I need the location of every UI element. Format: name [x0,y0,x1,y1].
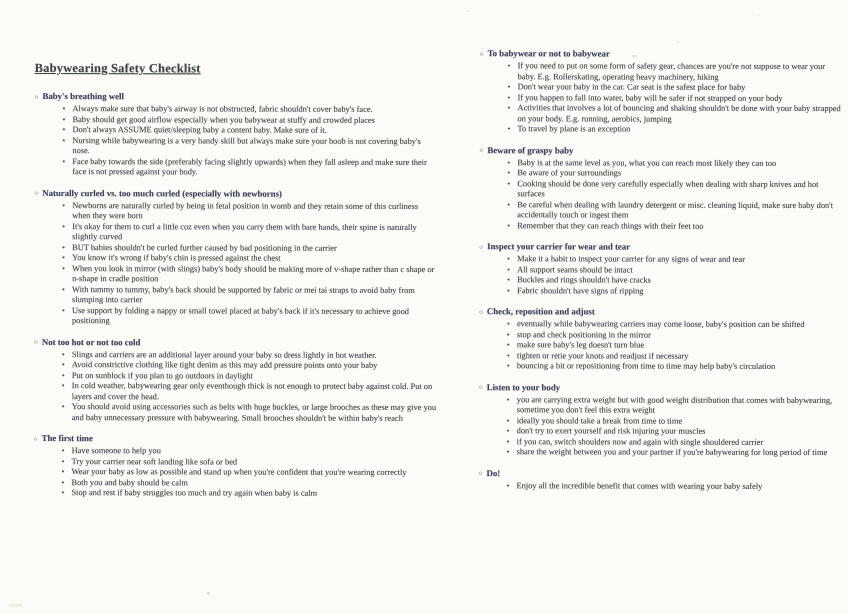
checklist-items [479,395,841,459]
checklist-section [34,187,438,327]
circle-bullet-icon: ○ [478,384,483,392]
checklist-item: • Don't wear your baby in the car. Car seat is the safest place for baby [508,82,842,93]
checklist-item: • Put on sunblock if you plan to go outdoors in daylight [62,371,438,382]
section-heading [480,48,842,61]
checklist-item: • Face baby towards the side (preferably facing slightly upwards) when they fall asleep and make sure their face is not pressed against your body. [62,157,438,179]
checklist-item: • Baby should get good airflow especially when you babywear at stuffy and crowded places [62,115,438,126]
section-heading [34,336,438,349]
checklist-item: • Wear your baby as low as possible and stand up when you're confident that you're wearing correctly [62,467,438,478]
circle-bullet-icon: ○ [33,435,38,443]
checklist-items [479,319,841,372]
circle-bullet-icon: ○ [479,147,484,155]
checklist-item: • if you can, switch shoulders now and again with single shouldered carrier [507,437,841,448]
checklist-item: • share the weight between you and your partner if you're babywearing for long period of time [507,447,841,458]
checklist-section [479,468,841,492]
checklist-item: • All support seams should be intact [507,265,841,276]
checklist-section [479,382,841,459]
checklist-item: • Have someone to help you [62,446,438,457]
section-heading [34,187,438,200]
scan-speck [677,41,680,44]
section-heading [34,433,438,446]
circle-bullet-icon: ○ [479,243,484,251]
left-column [33,59,438,510]
checklist-item: • Be aware of your surroundings [507,168,841,179]
section-heading-text: Inspect your carrier for wear and tear [487,241,631,252]
section-heading [479,241,841,254]
checklist-item: • ideally you should take a break from time to time [507,416,841,427]
section-heading [479,382,841,395]
section-heading-text: Baby's breathing well [42,91,124,102]
checklist-item: • bouncing a bit or repositioning from time to time may help baby's circulation [507,361,841,372]
checklist-section [34,91,438,179]
page-title: Babywearing Safety Checklist [34,60,201,76]
circle-bullet-icon: ○ [479,50,484,58]
checklist-item: • BUT babies shouldn't be curled further caused by bad positioning in the carrier [62,243,438,254]
checklist-item: • Newborns are naturally curled by being in fetal position in womb and they retain some of this curliness when they were born [62,201,438,223]
scan-speck [632,55,638,58]
checklist-items [479,254,841,297]
checklist-item: • eventually while babywearing carriers may come loose, baby's position can be shifted [507,319,841,330]
checklist-item: • Fabric shouldn't have signs of ripping [507,286,841,297]
checklist-section [479,241,841,297]
section-heading-text: To babywear or not to babywear [487,48,610,59]
section-heading-text: Not too hot or not too cold [41,336,141,347]
checklist-item: • Enjoy all the incredible benefit that comes with wearing your baby safely [507,481,841,492]
checklist-section [479,48,841,135]
checklist-item: • Baby is at the same level as you, what you can reach most likely they can too [507,158,841,169]
checklist-items [34,104,438,179]
section-heading-text: Listen to your body [486,381,561,392]
checklist-item: • With tummy to tummy, baby's back should be supported by fabric or mei tai straps to avoid baby from slumping into carrier [62,285,438,307]
circle-bullet-icon: ○ [33,338,38,346]
circle-bullet-icon: ○ [478,470,483,478]
checklist-section [479,145,841,232]
section-heading [479,468,841,481]
checklist-item: • When you look in mirror (with slings) baby's body should be making more of v-shape rather than c shape or n-shape in cradle position [62,264,438,286]
checklist-item: • make sure baby's leg doesn't turn blue [507,340,841,351]
right-column [478,48,841,502]
checklist-item: • You know it's wrong if baby's chin is pressed against the chest [62,253,438,264]
scan-speck [758,14,761,16]
checklist-item: • tighten or retie your knots and readjust if necessary [507,351,841,362]
checklist-items [33,446,437,500]
checklist-item: • you are carrying extra weight but with good weight distribution that comes with babywearing, sometime you don't feel this extra weight [507,395,841,417]
checklist-section [34,336,438,424]
checklist-item: • Avoid constrictive clothing like tight denim as this may add pressure points onto your baby [62,360,438,371]
section-heading-text: Naturally curled vs. too much curled (especially with newborns) [42,187,282,199]
scan-speck [207,592,209,594]
checklist-items [34,349,438,424]
scan-speck [8,604,22,607]
scan-speck [467,10,469,12]
section-heading-text: Do! [486,467,501,478]
checklist-items [479,158,841,232]
checklist-item: • Use support by folding a nappy or small towel placed at baby's back if it's necessary to achieve good positioning [62,306,438,328]
checklist-item: • Remember that they can reach things with their feet too [507,221,841,232]
checklist-item: • Stop and rest if baby struggles too much and try again when baby is calm [61,488,437,499]
checklist-item: • Buckles and rings shouldn't have cracks [507,275,841,286]
checklist-item: • You should avoid using accessories such as belts with huge buckles, or large brooches as these may give you and baby unnecessary pressure with babywearing. Small brooches shouldn't be within baby's reach [62,402,438,424]
checklist-section [33,433,437,500]
checklist-item: • stop and check positioning in the mirror [507,330,841,341]
checklist-section [479,306,841,372]
circle-bullet-icon: ○ [34,189,39,197]
checklist-item: • If you need to put on some form of safety gear, chances are you're not suppose to wear your baby. E.g. Rollerskating, operating heavy machinery, hiking [508,61,842,83]
section-heading [479,145,841,158]
checklist-item: • Try your carrier near soft landing like sofa or bed [62,457,438,468]
circle-bullet-icon: ○ [478,308,483,316]
checklist-item: • don't try to exert yourself and risk injuring your muscles [507,426,841,437]
checklist-item: • Both you and baby should be calm [62,478,438,489]
checklist-item: • Always make sure that baby's airway is not obstructed, fabric shouldn't cover baby's face. [63,104,439,115]
circle-bullet-icon: ○ [34,93,39,101]
checklist-item: • Nursing while babywearing is a very handy skill but always make sure your boob is not covering baby's nose. [62,136,438,158]
checklist-item: • To travel by plane is an exception [507,124,841,135]
checklist-item: • Don't always ASSUME quiet/sleeping baby a content baby. Make sure of it. [62,125,438,136]
checklist-item: • It's okay for them to curl a little coz even when you carry them with bare hands, their spine is naturally slightly curved [62,222,438,244]
checklist-item: • If you happen to fall into water, baby will be safer if not strapped on your body [508,93,842,104]
checklist-item: • Activities that involves a lot of bouncing and shaking shouldn't be done with your baby strapped on your body. E.g. running, aerobics, jumping [507,103,841,125]
checklist-item: • Be careful when dealing with laundry detergent or misc. cleaning liquid, make sure baby don't accidentally touch or ingest them [507,200,841,222]
checklist-items [34,200,438,327]
section-heading-text: Check, reposition and adjust [486,306,595,317]
checklist-items [479,61,841,135]
section-heading-text: The first time [41,432,93,444]
checklist-item: • Make it a habit to inspect your carrier for any signs of wear and tear [507,254,841,265]
checklist-item: • In cold weather, babywearing gear only eventhough thick is not enough to protect baby against cold. Put on layers and cover the head. [62,381,438,403]
checklist-item: • Slings and carriers are an additional layer around your baby so dress lightly in hot weather. [62,350,438,361]
section-heading [35,91,439,104]
section-heading [479,306,841,319]
section-heading-text: Beware of graspy baby [487,144,574,155]
checklist-item: • Cooking should be done very carefully especially when dealing with sharp knives and hot surfaces [507,179,841,201]
checklist-items [479,481,841,492]
